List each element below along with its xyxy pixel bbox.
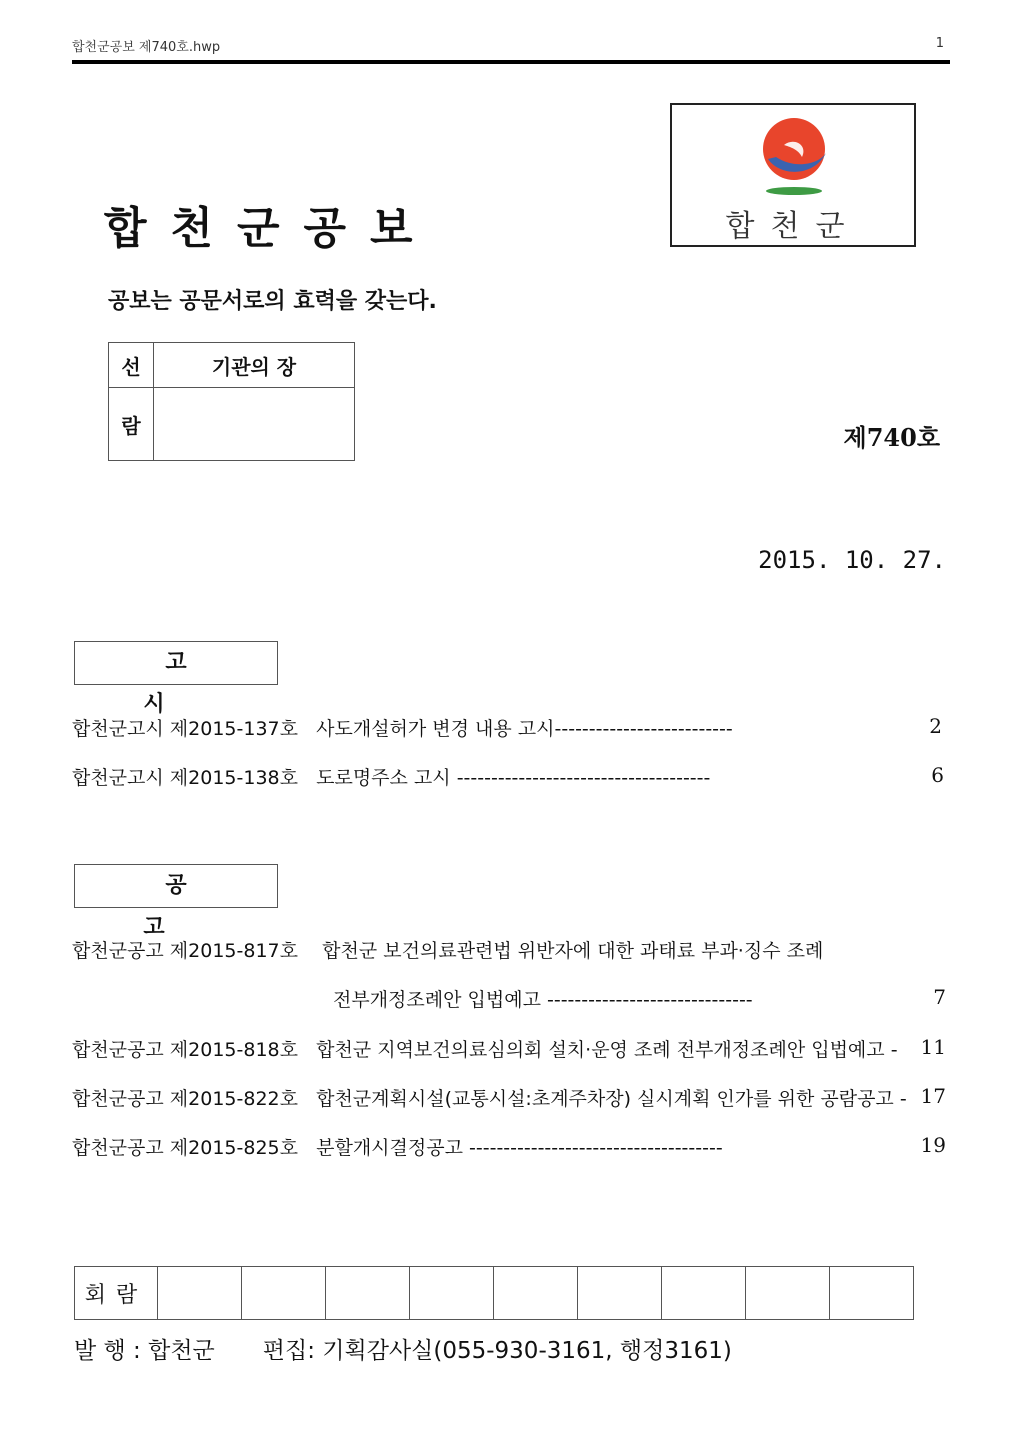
entry-number: 합천군공고 제2015-822호 [72, 1088, 298, 1110]
logo-name: 합천군 [725, 209, 861, 244]
entry-title: 합천군계획시설(교통시설:초계주차장) 실시계획 인가를 위한 공람공고 [316, 1088, 894, 1110]
entry-number: 합천군고시 제2015-137호 [72, 718, 298, 740]
section-gosi-label: 고 시 [74, 641, 278, 685]
hoeram-cell [410, 1267, 494, 1320]
entry-title: 합천군 지역보건의료심의회 설치·운영 조례 전부개정조례안 입법예고 [316, 1039, 885, 1061]
entry-leader: ------------------------------------- [469, 1137, 723, 1159]
issue-date: 2015. 10. 27. [758, 546, 946, 574]
gonggo-entry-3 [72, 1084, 907, 1111]
gosi-entry-2-page: 6 [931, 763, 944, 787]
publisher-line [74, 1332, 732, 1365]
hoeram-cell [158, 1267, 242, 1320]
hoeram-cell [242, 1267, 326, 1320]
entry-leader: -------------------------- [554, 718, 733, 740]
hoeram-cell [746, 1267, 830, 1320]
entry-leader: - [890, 1039, 898, 1061]
header-filename: 합천군공보 제740호.hwp [72, 40, 221, 55]
gonggo-entry-4-page: 19 [920, 1133, 946, 1157]
hoeram-label: 회람 [75, 1267, 158, 1320]
page-title: 합천군공보 [104, 203, 437, 254]
subtitle: 공보는 공문서로의 효력을 갖는다. [108, 289, 437, 314]
hoeram-cell [830, 1267, 914, 1320]
header-page-number: 1 [935, 36, 944, 51]
gonggo-entry-1 [72, 936, 823, 963]
sunram-signature-cell [154, 388, 355, 461]
logo-box [670, 103, 916, 247]
entry-title: 사도개설허가 변경 내용 고시 [316, 718, 555, 740]
gonggo-entry-2-page: 11 [920, 1035, 946, 1059]
entry-number: 합천군공고 제2015-817호 [72, 940, 298, 962]
hoeram-cell [326, 1267, 410, 1320]
gonggo-entry-1-continuation [333, 985, 753, 1012]
issue-number: 제740호 [843, 423, 940, 452]
gosi-entry-2 [72, 763, 710, 790]
section-gonggo-label: 공 고 [74, 864, 278, 908]
entry-title: 합천군 보건의료관련법 위반자에 대한 과태료 부과·징수 조례 [322, 940, 824, 962]
sunram-bottom-label: 람 [109, 388, 154, 461]
entry-title: 도로명주소 고시 [316, 767, 451, 789]
hapcheon-emblem-icon [754, 115, 834, 203]
sunram-head: 기관의 장 [154, 343, 355, 388]
gosi-entry-1-page: 2 [929, 714, 942, 738]
entry-number: 합천군공고 제2015-825호 [72, 1137, 298, 1159]
sunram-table [108, 342, 355, 461]
gonggo-entry-2 [72, 1035, 898, 1062]
hoeram-table [74, 1266, 914, 1320]
entry-title-continued: 전부개정조례안 입법예고 [333, 989, 541, 1011]
hoeram-cell [578, 1267, 662, 1320]
publisher-issuer: 발 행 : 합천군 [74, 1338, 215, 1364]
publisher-editor: 편집: 기획감사실(055-930-3161, 행정3161) [262, 1338, 732, 1364]
entry-title: 분할개시결정공고 [316, 1137, 463, 1159]
gosi-entry-1 [72, 714, 733, 741]
gonggo-entry-3-page: 17 [920, 1084, 946, 1108]
entry-number: 합천군공고 제2015-818호 [72, 1039, 298, 1061]
header-rule [72, 60, 950, 64]
entry-leader: - [899, 1088, 907, 1110]
gonggo-entry-4 [72, 1133, 723, 1160]
sunram-top-label: 선 [109, 343, 154, 388]
entry-leader: ------------------------------ [546, 989, 753, 1011]
gonggo-entry-1-page: 7 [933, 985, 946, 1009]
hoeram-cell [494, 1267, 578, 1320]
hoeram-cell [662, 1267, 746, 1320]
entry-leader: ------------------------------------- [456, 767, 711, 789]
emblem-green-bar [766, 187, 822, 195]
entry-number: 합천군고시 제2015-138호 [72, 767, 298, 789]
